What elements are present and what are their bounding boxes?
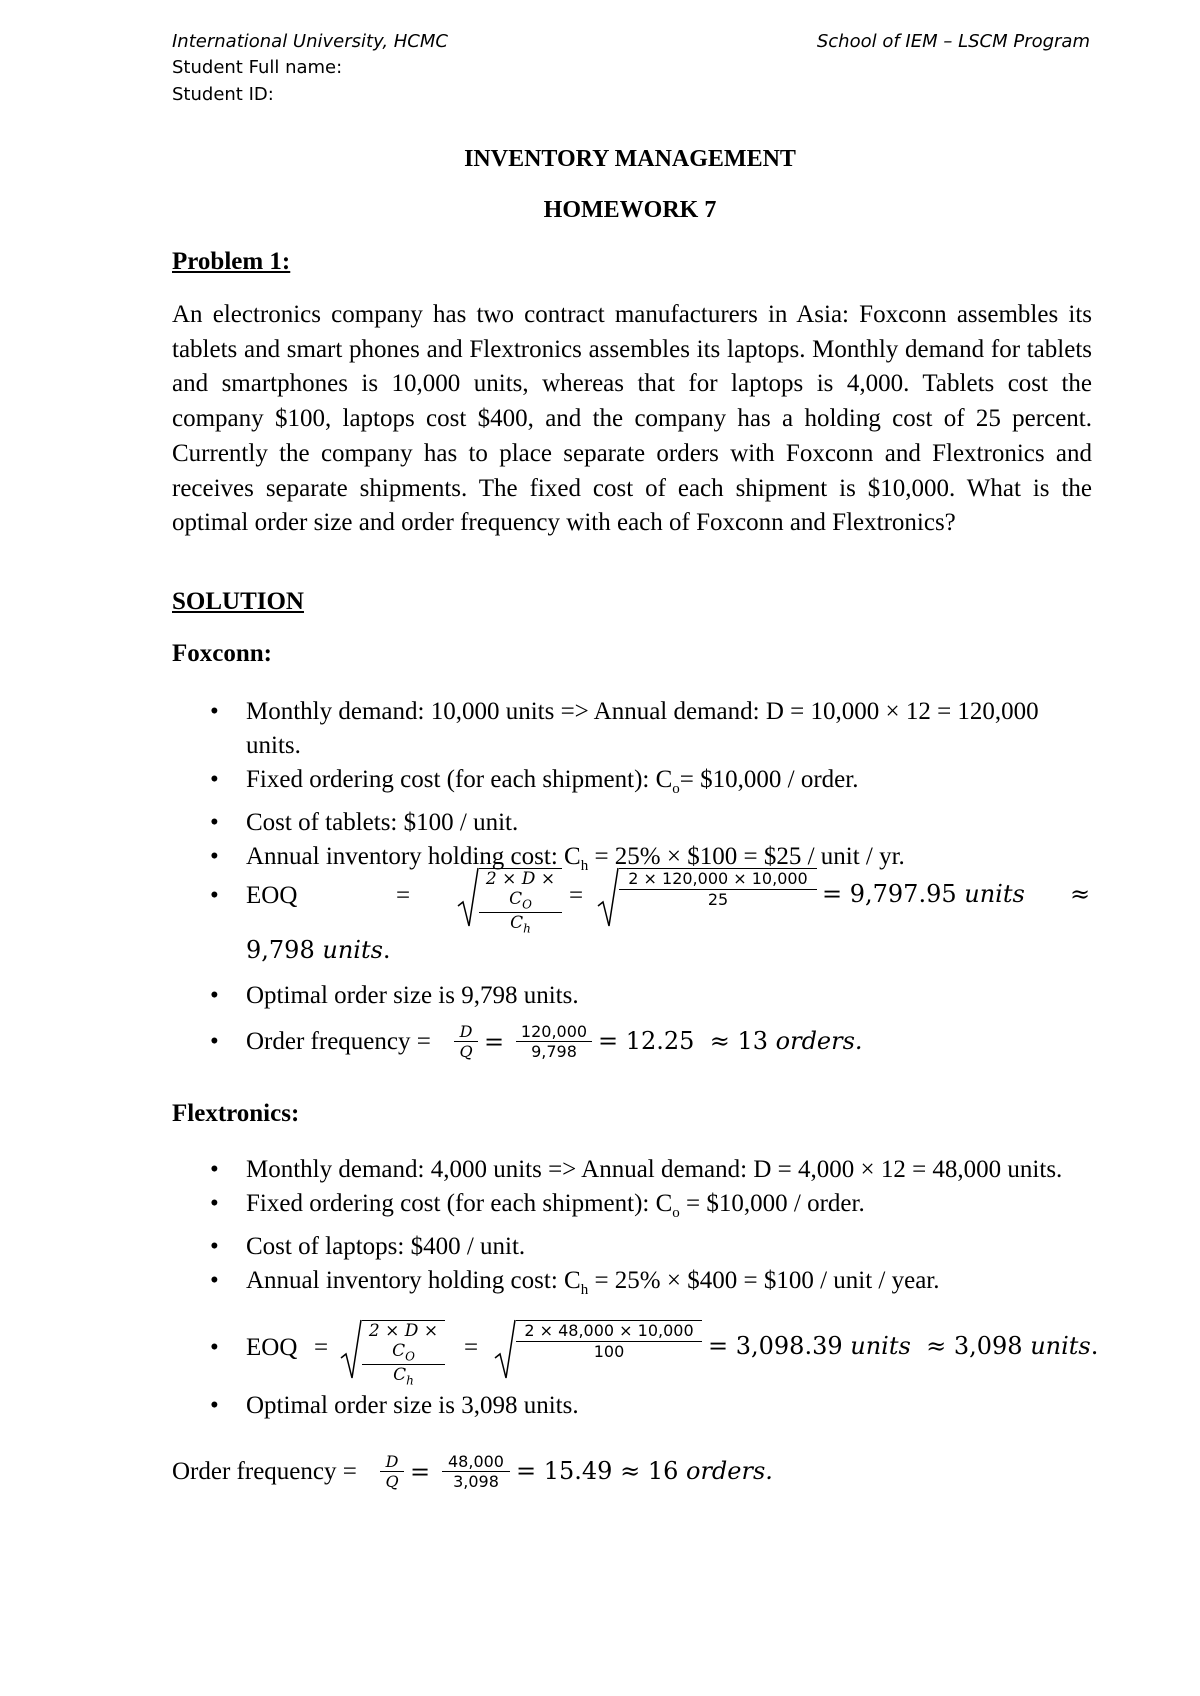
bullet-icon: • xyxy=(210,1392,219,1419)
foxconn-demand: Monthly demand: 10,000 units => Annual demand: D = 10,000 × 12 = 120,000 units. xyxy=(246,698,1039,759)
list-item xyxy=(172,1264,1092,1307)
frequency-label: Order frequency = xyxy=(246,1028,431,1055)
document-title: INVENTORY MANAGEMENT xyxy=(464,146,796,172)
foxconn-holding-cost: Annual inventory holding cost: $C_h = 25\%$ × $100 = $25 / unit / yr. xyxy=(246,843,905,874)
frequency-label: Order frequency = xyxy=(172,1458,357,1485)
solution-heading: SOLUTION xyxy=(172,588,304,615)
list-item xyxy=(172,1153,1092,1187)
foxconn-eoq-rounded: 9,798 units. xyxy=(246,936,391,964)
flextronics-fixed-cost: Fixed ordering cost (for each shipment): $C_o$ = $10,000 / order. xyxy=(246,1190,865,1221)
bullet-icon: • xyxy=(210,1028,219,1055)
foxconn-frequency-row xyxy=(172,1018,1092,1078)
list-item xyxy=(172,806,1092,840)
square-root-icon xyxy=(340,1318,362,1382)
eoq-result: = 9,797.95 units xyxy=(822,880,1025,908)
eoq-label: EOQ xyxy=(246,1334,298,1361)
equals-sign: = xyxy=(314,1334,329,1361)
foxconn-heading: Foxconn: xyxy=(172,640,272,667)
bullet-icon: • xyxy=(210,1190,219,1217)
flextronics-holding-cost: Annual inventory holding cost: $C_h = 25\%$ × $400 = $100 / unit / year. xyxy=(246,1267,940,1298)
square-root-icon xyxy=(494,1318,516,1382)
bullet-icon: • xyxy=(210,1334,219,1361)
eoq-formula-fraction: $2 \times D \times C_O$ $C_h$ xyxy=(479,868,562,936)
bullet-icon: • xyxy=(210,982,219,1009)
list-item xyxy=(172,695,1092,763)
frequency-result: = 15.49 ≈ 16 orders. xyxy=(516,1457,773,1485)
university-name: International University, HCMC xyxy=(172,31,448,52)
problem-heading: Problem 1: xyxy=(172,248,291,275)
foxconn-eoq-row xyxy=(172,866,1092,936)
bullet-icon: • xyxy=(210,766,219,793)
flextronics-unit-cost: Cost of laptops: $400 / unit. xyxy=(246,1233,526,1260)
flextronics-eoq-row xyxy=(172,1318,1112,1388)
foxconn-optimal: Optimal order size is 9,798 units. xyxy=(246,982,579,1009)
list-item xyxy=(172,1230,1092,1264)
foxconn-list xyxy=(172,695,1092,883)
equals-sign: = xyxy=(410,1458,431,1486)
equals-sign: = xyxy=(396,882,411,909)
flextronics-frequency-row xyxy=(172,1448,1092,1508)
equals-sign: = xyxy=(464,1334,479,1361)
problem-text: An electronics company has two contract manufacturers in Asia: Foxconn assembles its tablets and smart phones and Flextronics assembles its laptops. Monthly demand for tablets and smartphones is 10,000 units, whereas that for laptops is 4,000. Tablets cost the company $100, laptops cost $400, and the company has a holding cost of 25 percent. Currently the company has to place separate orders with Foxconn and Flextronics and receives separate shipments. The fixed cost of each shipment is $10,000. What is the optimal order size and order frequency with each of Foxconn and Flextronics? xyxy=(172,301,1092,537)
bullet-icon: • xyxy=(210,882,219,909)
equals-sign: = xyxy=(484,1028,505,1056)
bullet-icon: • xyxy=(210,1267,219,1294)
foxconn-fixed-cost: Fixed ordering cost (for each shipment): $C_o=$ $10,000 / order. xyxy=(246,766,859,797)
frequency-fraction: 48,000 3,098 xyxy=(442,1452,510,1491)
bullet-icon: • xyxy=(210,1233,219,1260)
frequency-fraction: 120,000 9,798 xyxy=(516,1022,592,1061)
approx-sign: ≈ xyxy=(1070,880,1091,908)
list-item xyxy=(172,763,1092,806)
d-over-q-fraction: D Q xyxy=(454,1022,478,1061)
eoq-result: = 3,098.39 units ≈ 3,098 units. xyxy=(708,1332,1099,1360)
d-over-q-fraction: D Q xyxy=(380,1452,404,1491)
square-root-icon xyxy=(597,866,619,930)
flextronics-demand: Monthly demand: 4,000 units => Annual demand: D = 4,000 × 12 = 48,000 units. xyxy=(246,1156,1063,1183)
bullet-icon: • xyxy=(210,1156,219,1183)
eoq-label: EOQ xyxy=(246,882,298,909)
list-item xyxy=(172,1187,1092,1230)
frequency-result: = 12.25 ≈ 13 orders. xyxy=(598,1027,863,1055)
square-root-icon xyxy=(457,866,479,930)
equals-sign: = xyxy=(569,882,584,909)
flextronics-optimal: Optimal order size is 3,098 units. xyxy=(246,1392,579,1419)
eoq-formula-fraction: $2 \times D \times C_O$ $C_h$ xyxy=(362,1320,445,1388)
bullet-icon: • xyxy=(210,809,219,836)
student-name-label: Student Full name: xyxy=(172,57,343,78)
eoq-value-fraction: 2 × 120,000 × 10,000 25 xyxy=(619,868,817,909)
eoq-value-fraction: 2 × 48,000 × 10,000 100 xyxy=(516,1320,702,1361)
foxconn-unit-cost: Cost of tablets: $100 / unit. xyxy=(246,809,519,836)
school-program: School of IEM – LSCM Program xyxy=(816,31,1090,52)
bullet-icon: • xyxy=(210,698,219,725)
flextronics-list xyxy=(172,1153,1092,1307)
flextronics-heading: Flextronics: xyxy=(172,1100,300,1127)
document-subtitle: HOMEWORK 7 xyxy=(543,197,717,223)
student-id-label: Student ID: xyxy=(172,84,274,105)
bullet-icon: • xyxy=(210,843,219,870)
